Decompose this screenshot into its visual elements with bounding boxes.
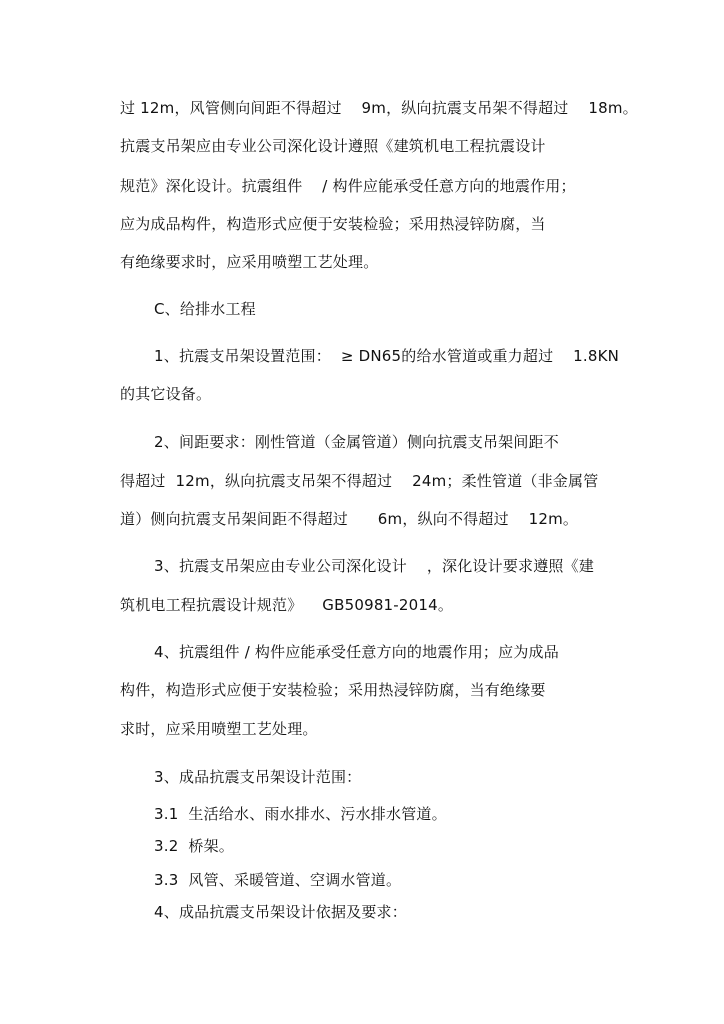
paragraph-line: 3、抗震支吊架应由专业公司深化设计 ，深化设计要求遵照《建 (154, 557, 595, 575)
paragraph-line: 应为成品构件，构造形式应便于安装检验；采用热浸锌防腐，当 (120, 215, 546, 233)
list-item: 3.1 生活给水、雨水排水、污水排水管道。 (154, 805, 447, 823)
section-heading: C、给排水工程 (154, 300, 256, 318)
paragraph-line: 1、抗震支吊架设置范围： ≥ DN65的给水管道或重力超过 1.8KN (154, 347, 620, 365)
subsection-heading: 3、成品抗震支吊架设计范围： (154, 768, 362, 786)
paragraph-line: 抗震支吊架应由专业公司深化设计遵照《建筑机电工程抗震设计 (120, 137, 546, 155)
paragraph-line: 筑机电工程抗震设计规范》 GB50981-2014。 (120, 596, 454, 614)
subsection-heading: 4、成品抗震支吊架设计依据及要求： (154, 903, 407, 921)
paragraph-line: 构件，构造形式应便于安装检验；采用热浸锌防腐，当有绝缘要 (120, 681, 546, 699)
paragraph-line: 道）侧向抗震支吊架间距不得超过 6m，纵向不得超过 12m。 (120, 510, 579, 528)
paragraph-line: 得超过 12m，纵向抗震支吊架不得超过 24m；柔性管道（非金属管 (120, 472, 599, 490)
paragraph-line: 4、抗震组件 / 构件应能承受任意方向的地震作用；应为成品 (154, 643, 559, 661)
paragraph-line: 规范》深化设计。抗震组件 / 构件应能承受任意方向的地震作用； (120, 177, 576, 195)
paragraph-line: 过 12m，风管侧向间距不得超过 9m，纵向抗震支吊架不得超过 18m。 (120, 99, 638, 117)
list-item: 3.3 风管、采暖管道、空调水管道。 (154, 871, 402, 889)
paragraph-line: 的其它设备。 (120, 385, 212, 403)
paragraph-line: 有绝缘要求时，应采用喷塑工艺处理。 (120, 253, 379, 271)
paragraph-line: 求时，应采用喷塑工艺处理。 (120, 720, 318, 738)
list-item: 3.2 桥架。 (154, 837, 234, 855)
paragraph-line: 2、间距要求：刚性管道（金属管道）侧向抗震支吊架间距不 (154, 433, 559, 451)
